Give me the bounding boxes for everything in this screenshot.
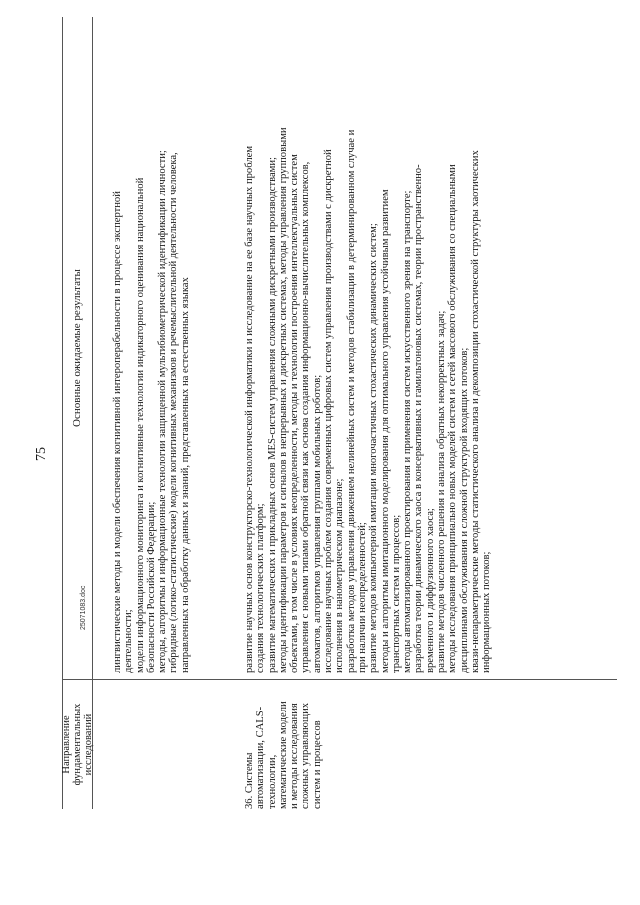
text-line: транспортных систем и процессов; <box>390 514 402 673</box>
text-line: разработка теории динамического хаоса в консервативных и гамильтоновых системах, теории пространственно- <box>413 164 425 673</box>
text-line: направленных на обработку данных и знаний, представленных на естественных языках <box>179 277 191 673</box>
text-line: развитие научных основ конструкторско-технологической информатики и исследование на ее базе научных проблем <box>244 145 255 673</box>
text-line: создания технологических платформ; <box>255 503 267 673</box>
text-line: сложных управляющих <box>300 702 312 809</box>
text-line: развитие методов компьютерной имитации многочастичных стохастических динамических систем; <box>368 223 380 673</box>
text-line: исполнения в нанометрическом диапазоне; <box>334 478 346 673</box>
document-footer: 25071083.doc <box>80 585 87 630</box>
text-line: гибридные (логико-статистические) модели когнитивных механизмов и речемыслительной деятельности человека, <box>168 152 180 673</box>
header-line: исследований <box>82 713 94 776</box>
text-line: методы, алгоритмы и информационные технологии защищенной мультибиометрической идентификации личности; <box>157 150 169 673</box>
text-line: квази-непараметрические методы статистического анализа и декомпозиции стохастической структуры хаотических <box>469 150 481 673</box>
text-line: автоматов, алгоритмов управления группами мобильных роботов; <box>311 374 323 673</box>
column-header-results: Основные ожидаемые результаты <box>71 269 83 427</box>
text-line: разработка методов управления движением нелинейных систем и методов стабилизации в детерминированном случае и <box>345 129 357 673</box>
table-column-divider <box>62 679 617 680</box>
text-line: временного и диффузионного хаоса; <box>424 508 436 673</box>
page-number: 75 <box>34 447 49 461</box>
text-line: методы идентификации параметров и сигналов в непрерывных и дискретных системах, методы управления групповыми <box>277 127 289 673</box>
column-header-direction <box>62 680 92 809</box>
text-line: при наличии неопределенностей; <box>356 522 368 673</box>
text-line: деятельности; <box>123 609 135 673</box>
text-line: объектами, в том числе в условиях неопределенности, методы и технологии построения интеллектуальных систем <box>289 154 301 673</box>
text-line: управления с новыми типами обратной связи как основа создания информационно-вычислительных комплексов, <box>300 161 312 673</box>
results-block-36 <box>244 28 493 673</box>
text-line: лингвистические методы и модели обеспечения когнитивной интероперабельности в процессе экспертной <box>112 191 123 673</box>
text-line: информационных потоков; <box>481 551 493 673</box>
text-line: исследование научных проблем создания современных цифровых систем управления производствами с дискретной <box>323 149 335 673</box>
text-line: систем и процессов <box>311 720 323 809</box>
header-line: фундаментальных <box>71 703 83 786</box>
text-line: автоматизации, CALS- <box>255 706 267 809</box>
text-line: развитие методов численного решения и анализа обратных некорректных задач; <box>436 310 448 673</box>
text-line: 36. Системы <box>244 752 255 809</box>
text-line: математические модели <box>277 701 289 809</box>
results-block-continued <box>112 33 191 673</box>
text-line: дисциплинами обслуживания и сложной структурой входящих потоков; <box>458 347 470 673</box>
text-line: методы автоматизированного проектирования и применения систем искусственного зрения на транспорте; <box>402 190 414 673</box>
text-line: методы и алгоритмы имитационного моделирования для оптимального управления устойчивым развитием <box>379 189 391 673</box>
text-line: развитие математических и прикладных основ MES-систем управления сложными дискретными производствами; <box>266 157 278 673</box>
text-line: методы исследования принципиально новых моделей систем и сетей массового обслуживания со специальными <box>447 164 459 673</box>
text-line: модели информационного мониторинга и когнитивные технологии индикаторного оценивания национальной <box>134 177 146 673</box>
text-line: и методы исследования <box>289 703 301 809</box>
research-direction-36 <box>244 684 323 809</box>
text-line: безопасности Российской Федерации; <box>145 501 157 673</box>
text-line: технологии, <box>266 754 278 809</box>
table-header-rule <box>92 17 93 809</box>
header-line: Направление <box>60 715 72 774</box>
